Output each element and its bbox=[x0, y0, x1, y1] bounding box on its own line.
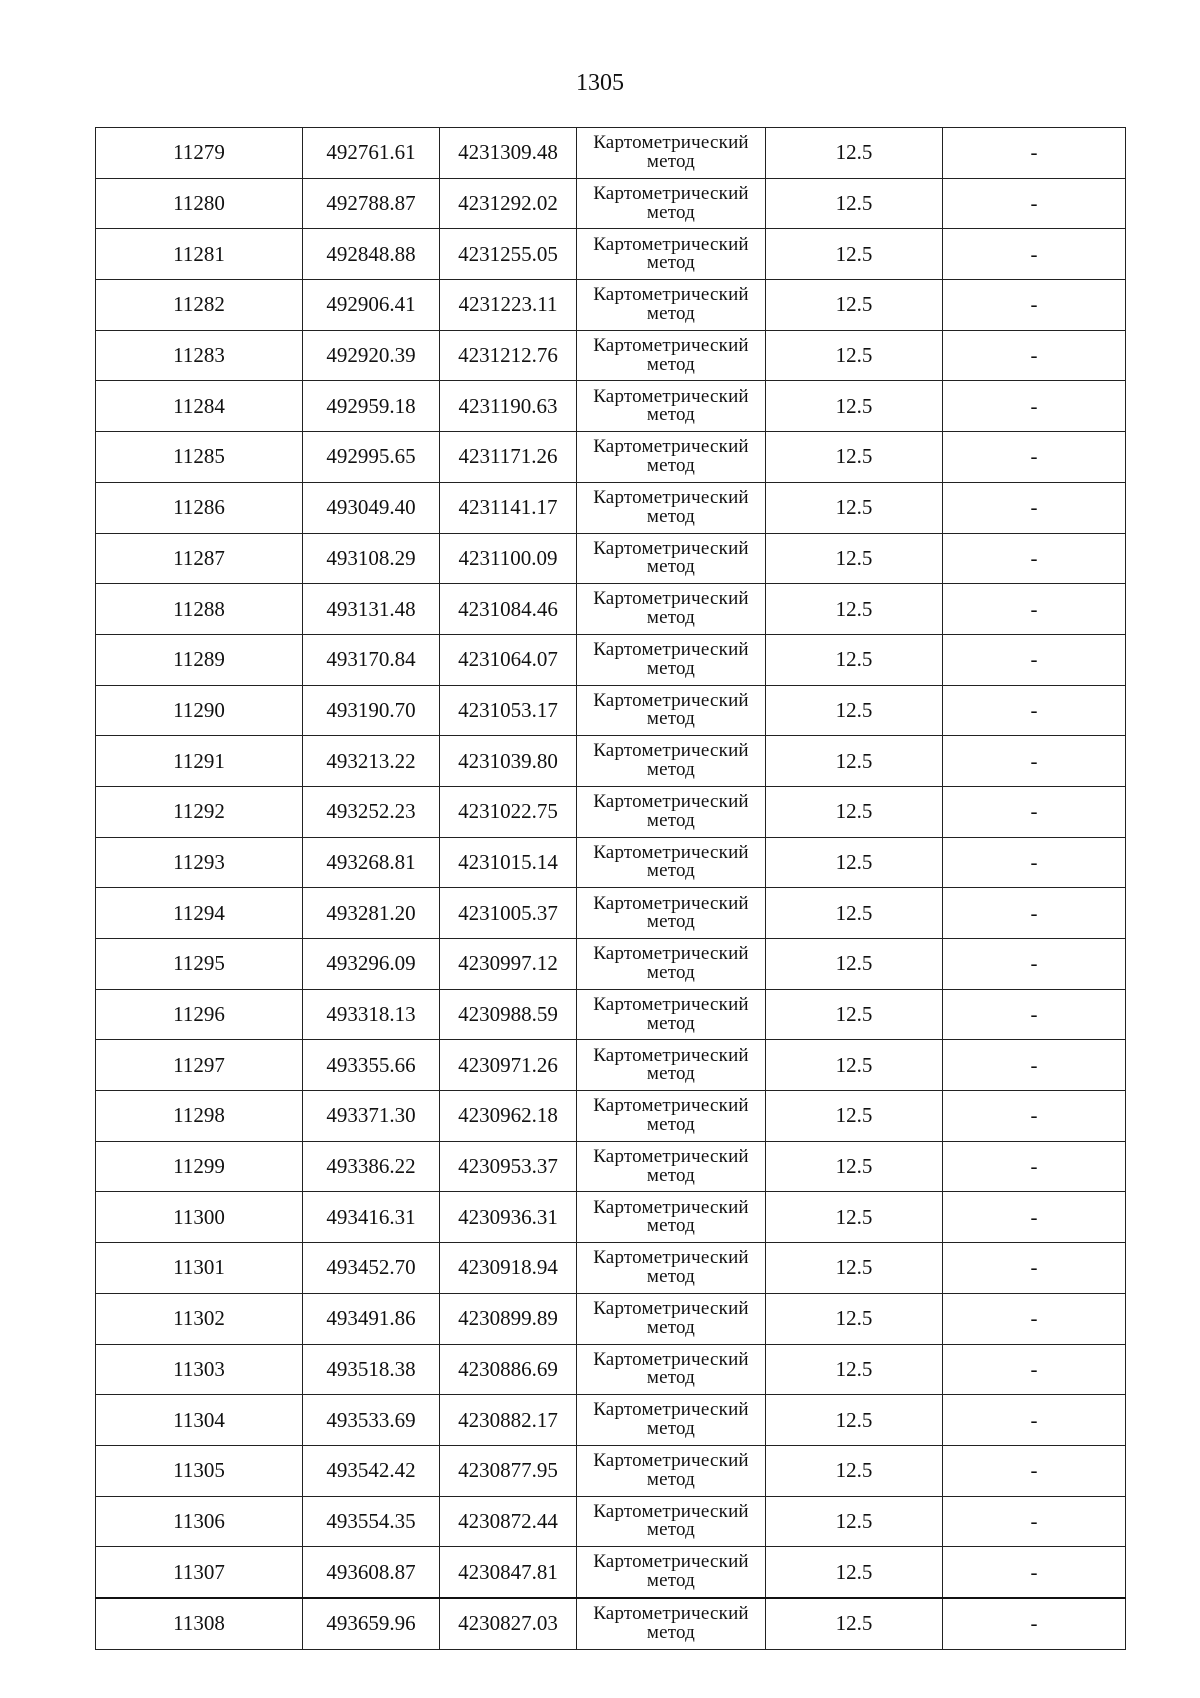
accuracy-cell: 12.5 bbox=[766, 1293, 943, 1344]
method-cell bbox=[577, 634, 766, 685]
method-cell bbox=[577, 685, 766, 736]
method-text-line: Картометрический bbox=[593, 1095, 749, 1117]
x-coordinate-cell: 493491.86 bbox=[303, 1293, 440, 1344]
table-row bbox=[96, 1598, 1126, 1649]
x-coordinate-cell: 493049.40 bbox=[303, 482, 440, 533]
table-row bbox=[96, 989, 1126, 1040]
table-row bbox=[96, 786, 1126, 837]
method-text-line: метод bbox=[646, 1468, 696, 1490]
table-row bbox=[96, 178, 1126, 229]
table-row bbox=[96, 1293, 1126, 1344]
note-cell: - bbox=[943, 1445, 1126, 1496]
x-coordinate-cell: 493659.96 bbox=[303, 1598, 440, 1649]
method-text-line: метод bbox=[646, 1164, 696, 1186]
accuracy-cell: 12.5 bbox=[766, 533, 943, 584]
y-coordinate-cell: 4231309.48 bbox=[440, 128, 577, 179]
point-number-cell: 11293 bbox=[96, 837, 303, 888]
accuracy-cell: 12.5 bbox=[766, 1547, 943, 1598]
point-number-cell: 11294 bbox=[96, 888, 303, 939]
note-cell: - bbox=[943, 1395, 1126, 1446]
method-text-line: метод bbox=[646, 1367, 696, 1389]
method-text-line: Картометрический bbox=[593, 943, 749, 965]
method-cell bbox=[577, 736, 766, 787]
accuracy-cell: 12.5 bbox=[766, 432, 943, 483]
point-number-cell: 11281 bbox=[96, 229, 303, 280]
method-text-line: метод bbox=[646, 505, 696, 527]
method-text-line: метод bbox=[646, 1570, 696, 1592]
x-coordinate-cell: 493608.87 bbox=[303, 1547, 440, 1598]
accuracy-cell: 12.5 bbox=[766, 1598, 943, 1649]
method-cell bbox=[577, 482, 766, 533]
table-row bbox=[96, 736, 1126, 787]
point-number-cell: 11304 bbox=[96, 1395, 303, 1446]
table-row bbox=[96, 128, 1126, 179]
accuracy-cell: 12.5 bbox=[766, 1141, 943, 1192]
note-cell: - bbox=[943, 1344, 1126, 1395]
point-number-cell: 11306 bbox=[96, 1496, 303, 1547]
method-text-line: метод bbox=[646, 353, 696, 375]
table-row bbox=[96, 1243, 1126, 1294]
method-cell bbox=[577, 1040, 766, 1091]
method-text-line: Картометрический bbox=[593, 639, 749, 661]
y-coordinate-cell: 4230918.94 bbox=[440, 1243, 577, 1294]
table-row bbox=[96, 533, 1126, 584]
table-row bbox=[96, 482, 1126, 533]
x-coordinate-cell: 493296.09 bbox=[303, 939, 440, 990]
table-row bbox=[96, 584, 1126, 635]
point-number-cell: 11283 bbox=[96, 330, 303, 381]
note-cell: - bbox=[943, 634, 1126, 685]
method-cell bbox=[577, 1547, 766, 1598]
point-number-cell: 11286 bbox=[96, 482, 303, 533]
method-text-line: Картометрический bbox=[593, 537, 749, 559]
accuracy-cell: 12.5 bbox=[766, 888, 943, 939]
y-coordinate-cell: 4231292.02 bbox=[440, 178, 577, 229]
note-cell: - bbox=[943, 584, 1126, 635]
note-cell: - bbox=[943, 280, 1126, 331]
method-cell bbox=[577, 1445, 766, 1496]
method-text-line: метод bbox=[646, 150, 696, 172]
y-coordinate-cell: 4230936.31 bbox=[440, 1192, 577, 1243]
y-coordinate-cell: 4231039.80 bbox=[440, 736, 577, 787]
x-coordinate-cell: 493170.84 bbox=[303, 634, 440, 685]
note-cell: - bbox=[943, 432, 1126, 483]
note-cell: - bbox=[943, 685, 1126, 736]
x-coordinate-cell: 493533.69 bbox=[303, 1395, 440, 1446]
y-coordinate-cell: 4231022.75 bbox=[440, 786, 577, 837]
method-text-line: Картометрический bbox=[593, 588, 749, 610]
method-cell bbox=[577, 229, 766, 280]
accuracy-cell: 12.5 bbox=[766, 1395, 943, 1446]
table-row bbox=[96, 837, 1126, 888]
accuracy-cell: 12.5 bbox=[766, 482, 943, 533]
method-text-line: Картометрический bbox=[593, 892, 749, 914]
y-coordinate-cell: 4230899.89 bbox=[440, 1293, 577, 1344]
method-text-line: Картометрический bbox=[593, 132, 749, 154]
method-text-line: Картометрический bbox=[593, 334, 749, 356]
y-coordinate-cell: 4231084.46 bbox=[440, 584, 577, 635]
y-coordinate-cell: 4231100.09 bbox=[440, 533, 577, 584]
method-text-line: Картометрический bbox=[593, 740, 749, 762]
y-coordinate-cell: 4231141.17 bbox=[440, 482, 577, 533]
method-text-line: Картометрический bbox=[593, 233, 749, 255]
method-text-line: метод bbox=[646, 1063, 696, 1085]
method-text-line: метод bbox=[646, 1215, 696, 1237]
accuracy-cell: 12.5 bbox=[766, 128, 943, 179]
point-number-cell: 11301 bbox=[96, 1243, 303, 1294]
y-coordinate-cell: 4230997.12 bbox=[440, 939, 577, 990]
note-cell: - bbox=[943, 330, 1126, 381]
table-row bbox=[96, 1547, 1126, 1598]
method-cell bbox=[577, 178, 766, 229]
table-row bbox=[96, 1496, 1126, 1547]
accuracy-cell: 12.5 bbox=[766, 280, 943, 331]
note-cell: - bbox=[943, 989, 1126, 1040]
y-coordinate-cell: 4230877.95 bbox=[440, 1445, 577, 1496]
coordinates-table bbox=[95, 127, 1126, 1650]
accuracy-cell: 12.5 bbox=[766, 939, 943, 990]
accuracy-cell: 12.5 bbox=[766, 381, 943, 432]
method-cell bbox=[577, 128, 766, 179]
accuracy-cell: 12.5 bbox=[766, 1496, 943, 1547]
method-cell bbox=[577, 381, 766, 432]
note-cell: - bbox=[943, 1598, 1126, 1649]
note-cell: - bbox=[943, 1243, 1126, 1294]
note-cell: - bbox=[943, 1192, 1126, 1243]
method-text-line: метод bbox=[646, 911, 696, 933]
coordinates-table-body bbox=[96, 128, 1126, 1650]
note-cell: - bbox=[943, 837, 1126, 888]
method-text-line: метод bbox=[646, 1316, 696, 1338]
x-coordinate-cell: 493386.22 bbox=[303, 1141, 440, 1192]
y-coordinate-cell: 4230953.37 bbox=[440, 1141, 577, 1192]
x-coordinate-cell: 492959.18 bbox=[303, 381, 440, 432]
accuracy-cell: 12.5 bbox=[766, 1243, 943, 1294]
table-row bbox=[96, 1091, 1126, 1142]
method-cell bbox=[577, 1243, 766, 1294]
y-coordinate-cell: 4230882.17 bbox=[440, 1395, 577, 1446]
method-text-line: Картометрический bbox=[593, 791, 749, 813]
method-text-line: Картометрический bbox=[593, 1450, 749, 1472]
point-number-cell: 11296 bbox=[96, 989, 303, 1040]
x-coordinate-cell: 493108.29 bbox=[303, 533, 440, 584]
y-coordinate-cell: 4230988.59 bbox=[440, 989, 577, 1040]
method-text-line: Картометрический bbox=[593, 182, 749, 204]
table-row bbox=[96, 1445, 1126, 1496]
method-text-line: метод bbox=[646, 302, 696, 324]
point-number-cell: 11295 bbox=[96, 939, 303, 990]
note-cell: - bbox=[943, 482, 1126, 533]
y-coordinate-cell: 4230847.81 bbox=[440, 1547, 577, 1598]
table-row bbox=[96, 381, 1126, 432]
method-text-line: метод bbox=[646, 1113, 696, 1135]
method-cell bbox=[577, 533, 766, 584]
method-text-line: метод bbox=[646, 1012, 696, 1034]
method-cell bbox=[577, 584, 766, 635]
x-coordinate-cell: 493213.22 bbox=[303, 736, 440, 787]
point-number-cell: 11307 bbox=[96, 1547, 303, 1598]
x-coordinate-cell: 493416.31 bbox=[303, 1192, 440, 1243]
table-row bbox=[96, 1192, 1126, 1243]
point-number-cell: 11305 bbox=[96, 1445, 303, 1496]
table-row bbox=[96, 1344, 1126, 1395]
note-cell: - bbox=[943, 178, 1126, 229]
note-cell: - bbox=[943, 128, 1126, 179]
method-text-line: Картометрический bbox=[593, 436, 749, 458]
y-coordinate-cell: 4230971.26 bbox=[440, 1040, 577, 1091]
accuracy-cell: 12.5 bbox=[766, 178, 943, 229]
point-number-cell: 11284 bbox=[96, 381, 303, 432]
method-cell bbox=[577, 1496, 766, 1547]
method-text-line: Картометрический bbox=[593, 284, 749, 306]
accuracy-cell: 12.5 bbox=[766, 685, 943, 736]
method-text-line: Картометрический bbox=[593, 993, 749, 1015]
y-coordinate-cell: 4231005.37 bbox=[440, 888, 577, 939]
method-text-line: метод bbox=[646, 1519, 696, 1541]
point-number-cell: 11279 bbox=[96, 128, 303, 179]
x-coordinate-cell: 492788.87 bbox=[303, 178, 440, 229]
y-coordinate-cell: 4231190.63 bbox=[440, 381, 577, 432]
point-number-cell: 11297 bbox=[96, 1040, 303, 1091]
x-coordinate-cell: 493252.23 bbox=[303, 786, 440, 837]
point-number-cell: 11280 bbox=[96, 178, 303, 229]
point-number-cell: 11289 bbox=[96, 634, 303, 685]
note-cell: - bbox=[943, 229, 1126, 280]
y-coordinate-cell: 4231255.05 bbox=[440, 229, 577, 280]
method-text-line: метод bbox=[646, 1621, 696, 1643]
method-text-line: Картометрический bbox=[593, 841, 749, 863]
note-cell: - bbox=[943, 1040, 1126, 1091]
y-coordinate-cell: 4231212.76 bbox=[440, 330, 577, 381]
x-coordinate-cell: 492848.88 bbox=[303, 229, 440, 280]
method-text-line: метод bbox=[646, 657, 696, 679]
table-row bbox=[96, 1040, 1126, 1091]
method-text-line: Картометрический bbox=[593, 1500, 749, 1522]
accuracy-cell: 12.5 bbox=[766, 1344, 943, 1395]
note-cell: - bbox=[943, 1496, 1126, 1547]
method-text-line: Картометрический bbox=[593, 1044, 749, 1066]
table-row bbox=[96, 685, 1126, 736]
point-number-cell: 11300 bbox=[96, 1192, 303, 1243]
x-coordinate-cell: 492995.65 bbox=[303, 432, 440, 483]
y-coordinate-cell: 4231064.07 bbox=[440, 634, 577, 685]
note-cell: - bbox=[943, 533, 1126, 584]
method-text-line: Картометрический bbox=[593, 689, 749, 711]
point-number-cell: 11291 bbox=[96, 736, 303, 787]
method-text-line: метод bbox=[646, 201, 696, 223]
note-cell: - bbox=[943, 1141, 1126, 1192]
x-coordinate-cell: 492906.41 bbox=[303, 280, 440, 331]
accuracy-cell: 12.5 bbox=[766, 736, 943, 787]
method-cell bbox=[577, 1091, 766, 1142]
table-row bbox=[96, 330, 1126, 381]
method-text-line: Картометрический bbox=[593, 1399, 749, 1421]
method-text-line: Картометрический bbox=[593, 1298, 749, 1320]
table-row bbox=[96, 280, 1126, 331]
y-coordinate-cell: 4230886.69 bbox=[440, 1344, 577, 1395]
method-text-line: метод bbox=[646, 454, 696, 476]
table-row bbox=[96, 432, 1126, 483]
x-coordinate-cell: 493318.13 bbox=[303, 989, 440, 1040]
y-coordinate-cell: 4230872.44 bbox=[440, 1496, 577, 1547]
method-cell bbox=[577, 939, 766, 990]
point-number-cell: 11290 bbox=[96, 685, 303, 736]
x-coordinate-cell: 492920.39 bbox=[303, 330, 440, 381]
accuracy-cell: 12.5 bbox=[766, 634, 943, 685]
table-row bbox=[96, 1141, 1126, 1192]
method-cell bbox=[577, 1141, 766, 1192]
note-cell: - bbox=[943, 1547, 1126, 1598]
y-coordinate-cell: 4230827.03 bbox=[440, 1598, 577, 1649]
method-cell bbox=[577, 1344, 766, 1395]
method-text-line: метод bbox=[646, 860, 696, 882]
method-text-line: Картометрический bbox=[593, 1145, 749, 1167]
accuracy-cell: 12.5 bbox=[766, 584, 943, 635]
x-coordinate-cell: 493268.81 bbox=[303, 837, 440, 888]
accuracy-cell: 12.5 bbox=[766, 330, 943, 381]
method-text-line: Картометрический bbox=[593, 385, 749, 407]
x-coordinate-cell: 493518.38 bbox=[303, 1344, 440, 1395]
table-row bbox=[96, 1395, 1126, 1446]
table-row bbox=[96, 634, 1126, 685]
accuracy-cell: 12.5 bbox=[766, 1091, 943, 1142]
accuracy-cell: 12.5 bbox=[766, 837, 943, 888]
x-coordinate-cell: 493131.48 bbox=[303, 584, 440, 635]
accuracy-cell: 12.5 bbox=[766, 1192, 943, 1243]
method-text-line: Картометрический bbox=[593, 1348, 749, 1370]
method-text-line: метод bbox=[646, 607, 696, 629]
method-text-line: Картометрический bbox=[593, 1551, 749, 1573]
method-text-line: метод bbox=[646, 556, 696, 578]
x-coordinate-cell: 493554.35 bbox=[303, 1496, 440, 1547]
x-coordinate-cell: 493190.70 bbox=[303, 685, 440, 736]
note-cell: - bbox=[943, 888, 1126, 939]
method-text-line: Картометрический bbox=[593, 1196, 749, 1218]
note-cell: - bbox=[943, 939, 1126, 990]
y-coordinate-cell: 4231015.14 bbox=[440, 837, 577, 888]
method-text-line: метод bbox=[646, 708, 696, 730]
point-number-cell: 11299 bbox=[96, 1141, 303, 1192]
method-text-line: метод bbox=[646, 961, 696, 983]
x-coordinate-cell: 492761.61 bbox=[303, 128, 440, 179]
note-cell: - bbox=[943, 1091, 1126, 1142]
x-coordinate-cell: 493371.30 bbox=[303, 1091, 440, 1142]
point-number-cell: 11303 bbox=[96, 1344, 303, 1395]
accuracy-cell: 12.5 bbox=[766, 1445, 943, 1496]
y-coordinate-cell: 4230962.18 bbox=[440, 1091, 577, 1142]
accuracy-cell: 12.5 bbox=[766, 229, 943, 280]
point-number-cell: 11288 bbox=[96, 584, 303, 635]
method-cell bbox=[577, 280, 766, 331]
note-cell: - bbox=[943, 381, 1126, 432]
x-coordinate-cell: 493452.70 bbox=[303, 1243, 440, 1294]
method-cell bbox=[577, 989, 766, 1040]
point-number-cell: 11287 bbox=[96, 533, 303, 584]
accuracy-cell: 12.5 bbox=[766, 1040, 943, 1091]
x-coordinate-cell: 493542.42 bbox=[303, 1445, 440, 1496]
method-cell bbox=[577, 837, 766, 888]
point-number-cell: 11282 bbox=[96, 280, 303, 331]
method-cell bbox=[577, 786, 766, 837]
method-text-line: Картометрический bbox=[593, 487, 749, 509]
point-number-cell: 11298 bbox=[96, 1091, 303, 1142]
point-number-cell: 11308 bbox=[96, 1598, 303, 1649]
method-text-line: метод bbox=[646, 1418, 696, 1440]
y-coordinate-cell: 4231223.11 bbox=[440, 280, 577, 331]
point-number-cell: 11292 bbox=[96, 786, 303, 837]
y-coordinate-cell: 4231053.17 bbox=[440, 685, 577, 736]
method-text-line: метод bbox=[646, 809, 696, 831]
accuracy-cell: 12.5 bbox=[766, 786, 943, 837]
method-cell bbox=[577, 432, 766, 483]
method-text-line: метод bbox=[646, 404, 696, 426]
table-row bbox=[96, 939, 1126, 990]
method-cell bbox=[577, 1293, 766, 1344]
x-coordinate-cell: 493355.66 bbox=[303, 1040, 440, 1091]
method-text-line: метод bbox=[646, 1265, 696, 1287]
point-number-cell: 11285 bbox=[96, 432, 303, 483]
point-number-cell: 11302 bbox=[96, 1293, 303, 1344]
note-cell: - bbox=[943, 736, 1126, 787]
table-row bbox=[96, 888, 1126, 939]
method-cell bbox=[577, 1395, 766, 1446]
method-text-line: метод bbox=[646, 759, 696, 781]
table-row bbox=[96, 229, 1126, 280]
method-text-line: метод bbox=[646, 252, 696, 274]
method-cell bbox=[577, 888, 766, 939]
method-cell bbox=[577, 1598, 766, 1649]
note-cell: - bbox=[943, 786, 1126, 837]
x-coordinate-cell: 493281.20 bbox=[303, 888, 440, 939]
method-text-line: Картометрический bbox=[593, 1603, 749, 1625]
y-coordinate-cell: 4231171.26 bbox=[440, 432, 577, 483]
page-number: 1305 bbox=[576, 70, 624, 96]
method-text-line: Картометрический bbox=[593, 1247, 749, 1269]
note-cell: - bbox=[943, 1293, 1126, 1344]
method-cell bbox=[577, 1192, 766, 1243]
method-cell bbox=[577, 330, 766, 381]
accuracy-cell: 12.5 bbox=[766, 989, 943, 1040]
